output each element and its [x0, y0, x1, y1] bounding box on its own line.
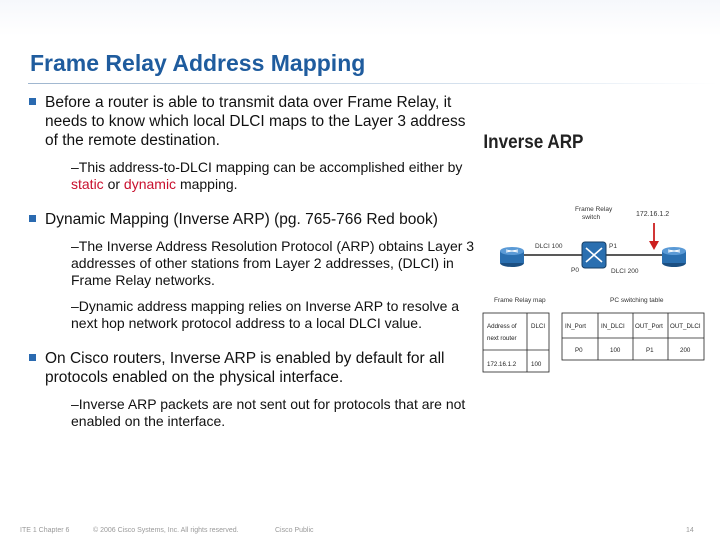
arrow-head-icon — [649, 241, 659, 250]
bullet-2-sub-2: –Dynamic address mapping relies on Inverse ARP to resolve a next hop network protocol address to a local DLCI value. — [71, 298, 460, 331]
pc-cell-out-dlci: 200 — [680, 347, 691, 354]
bullet-2 — [26, 210, 478, 229]
slide-footer — [0, 527, 720, 539]
dynamic-keyword: dynamic — [123, 176, 177, 192]
inverse-arp-diagram — [478, 120, 710, 390]
bullet-2-sub-1: –The Inverse Address Resolution Protocol (ARP) obtains Layer 3 addresses of other stations from Layer 2 addresses, (DLCI) in Frame Relay networks. — [71, 238, 475, 288]
pc-cell-in-port: P0 — [575, 347, 583, 354]
bullet-2-text: Dynamic Mapping (Inverse ARP) (pg. 765-766 Red book) — [45, 211, 438, 228]
title-divider — [28, 83, 718, 84]
map-header-address: Address of — [487, 323, 517, 330]
router-left-icon — [500, 247, 524, 267]
pc-header-out-dlci: OUT_DLCI — [670, 323, 701, 330]
router-right-icon — [662, 247, 686, 267]
pc-switching-table-title: PC switching table — [610, 297, 664, 304]
slide-title: Frame Relay Address Mapping — [30, 50, 366, 76]
sub-text: or — [103, 176, 124, 192]
pc-header-in-dlci: IN_DLCI — [601, 323, 625, 330]
bullet-3-text: On Cisco routers, Inverse ARP is enabled by default for all protocols enabled on the physical interface. — [45, 350, 445, 386]
bullet-1 — [26, 93, 478, 150]
map-header-dlci: DLCI — [531, 323, 546, 330]
pc-header-out-port: OUT_Port — [635, 323, 663, 330]
bullet-1-text: Before a router is able to transmit data over Frame Relay, it needs to know which local DLCI maps to the Layer 3 address of the remote destination. — [45, 94, 466, 149]
map-cell-address: 172.16.1.2 — [487, 361, 517, 368]
static-keyword: static — [71, 176, 104, 192]
map-cell-dlci: 100 — [531, 361, 542, 368]
slide-content — [26, 93, 478, 439]
frame-relay-switch-icon — [582, 242, 606, 268]
footer-page-number: 14 — [686, 527, 694, 534]
bullet-3-sub: –Inverse ARP packets are not sent out for protocols that are not enabled on the interface. — [71, 396, 466, 429]
bullet-square-icon — [29, 215, 36, 222]
dlci-right-label: DLCI 200 — [611, 268, 639, 275]
dlci-left-label: DLCI 100 — [535, 243, 563, 250]
sub-text: –This address-to-DLCI mapping can be accomplished either by — [71, 159, 463, 175]
bullet-3 — [26, 349, 478, 387]
bullet-square-icon — [29, 98, 36, 105]
footer-course: ITE 1 Chapter 6 — [20, 527, 70, 534]
pc-cell-in-dlci: 100 — [610, 347, 621, 354]
header-band — [0, 0, 720, 36]
pc-cell-out-port: P1 — [646, 347, 654, 354]
footer-classification: Cisco Public — [275, 527, 314, 534]
switch-label-line1: Frame Relay — [575, 206, 613, 213]
frame-relay-map-title: Frame Relay map — [494, 297, 546, 304]
sub-text: mapping. — [176, 176, 238, 192]
map-header-next-router: next router — [487, 335, 517, 342]
remote-ip-label: 172.16.1.2 — [636, 211, 670, 218]
footer-copyright: © 2006 Cisco Systems, Inc. All rights reserved. — [93, 527, 239, 534]
switch-label-line2: switch — [582, 214, 601, 221]
bullet-1-sub — [26, 159, 478, 193]
pc-header-in-port: IN_Port — [565, 323, 586, 330]
diagram-heading: Inverse ARP — [483, 131, 584, 153]
bullet-square-icon — [29, 354, 36, 361]
port-p0-label: P0 — [571, 267, 579, 274]
port-p1-label: P1 — [609, 243, 617, 250]
